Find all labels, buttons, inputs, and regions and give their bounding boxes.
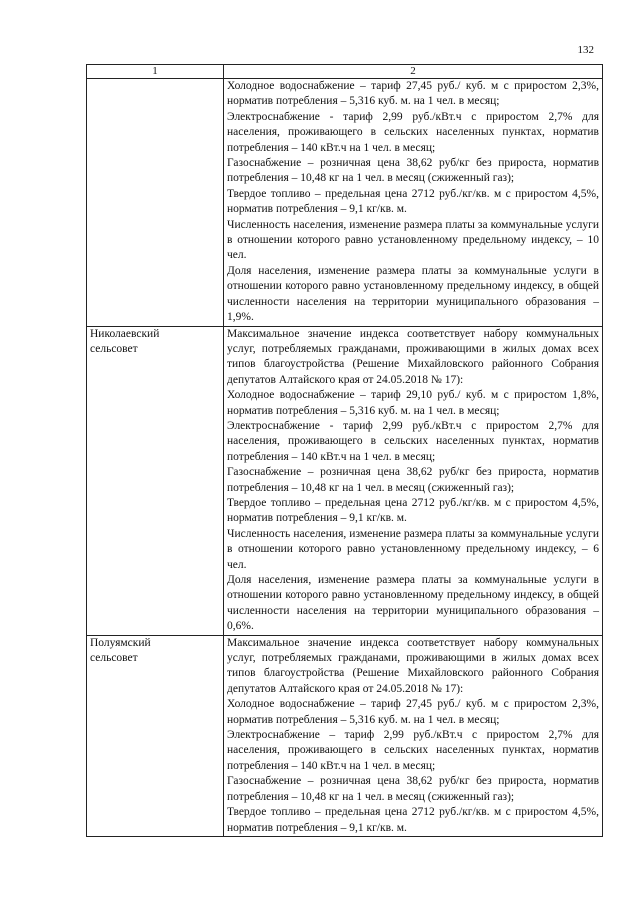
municipality-cell (87, 79, 224, 327)
paragraph: Газоснабжение – розничная цена 38,62 руб/кг без прироста, норматив потребления – 10,48 кг на 1 чел. в месяц (сжиженный газ); (227, 775, 599, 803)
paragraph: Газоснабжение – розничная цена 38,62 руб/кг без прироста, норматив потребления – 10,48 кг на 1 чел. в месяц (сжиженный газ); (227, 157, 599, 185)
municipality-cell (87, 635, 224, 836)
paragraph: Твердое топливо – предельная цена 2712 руб./кг/кв. м с приростом 4,5%, норматив потребления – 9,1 кг/кв. м. (227, 806, 599, 834)
municipality-type: сельсовет (90, 342, 138, 355)
paragraph: Твердое топливо – предельная цена 2712 руб./кг/кв. м с приростом 4,5%, норматив потребления – 9,1 кг/кв. м. (227, 496, 599, 525)
paragraph: Электроснабжение – тариф 2,99 руб./кВт.ч с приростом 2,7% для населения, проживающего в сельских населенных пунктах, норматив потребления – 140 кВт.ч на 1 чел. в месяц; (227, 729, 599, 772)
paragraph: Доля населения, изменение размера платы за коммунальные услуги в отношении которого равно установленному предельному индексу, в общей численности населения на территории муниципального образования – 0,6%. (227, 574, 599, 633)
table-row (87, 635, 603, 836)
municipality-type: сельсовет (90, 652, 138, 665)
paragraph: Газоснабжение – розничная цена 38,62 руб/кг без прироста, норматив потребления – 10,48 кг на 1 чел. в месяц (сжиженный газ); (227, 466, 599, 494)
tariff-description-cell (224, 79, 603, 327)
tariff-description-cell (224, 635, 603, 836)
table-header-row (87, 65, 603, 79)
municipality-name: Полуямский (90, 636, 151, 649)
paragraph: Максимальное значение индекса соответствует набору коммунальных услуг, потребляемых гражданами, проживающими в жилых домах всех типов благоустройства (Решение Михайловского районного Собрания депутатов Алтайского края от 24.05.2018 № 17): (227, 636, 599, 695)
page-number: 132 (577, 44, 594, 56)
paragraph: Численность населения, изменение размера платы за коммунальные услуги в отношении которого равно установленному предельному индексу, – 10 чел. (227, 218, 599, 262)
column-header-1: 1 (87, 65, 224, 79)
paragraph: Электроснабжение - тариф 2,99 руб./кВт.ч с приростом 2,7% для населения, проживающего в сельских населенных пунктах, норматив потребления – 140 кВт.ч на 1 чел. в месяц; (227, 419, 599, 463)
municipality-name: Николаевский (90, 327, 160, 340)
table-row (87, 79, 603, 327)
municipality-cell (87, 326, 224, 635)
paragraph: Электроснабжение - тариф 2,99 руб./кВт.ч с приростом 2,7% для населения, проживающего в сельских населенных пунктах, норматив потребления – 140 кВт.ч на 1 чел. в месяц; (227, 110, 599, 154)
tariff-description-cell (224, 326, 603, 635)
paragraph: Максимальное значение индекса соответствует набору коммунальных услуг, потребляемых гражданами, проживающими в жилых домах всех типов благоустройства (Решение Михайловского районного Собрания депутатов Алтайского края от 24.05.2018 № 17): (227, 327, 599, 386)
column-header-2: 2 (224, 65, 603, 79)
paragraph: Твердое топливо – предельная цена 2712 руб./кг/кв. м с приростом 4,5%, норматив потребления – 9,1 кг/кв. м. (227, 187, 599, 216)
paragraph: Холодное водоснабжение – тариф 27,45 руб./ куб. м с приростом 2,3%, норматив потребления – 5,316 куб. м. на 1 чел. в месяц; (227, 698, 599, 726)
paragraph: Холодное водоснабжение – тариф 27,45 руб./ куб. м с приростом 2,3%, норматив потребления – 5,316 куб. м. на 1 чел. в месяц; (227, 80, 599, 108)
paragraph: Холодное водоснабжение – тариф 29,10 руб./ куб. м с приростом 1,8%, норматив потребления – 5,316 куб. м. на 1 чел. в месяц; (227, 389, 599, 417)
tariff-table (86, 64, 603, 837)
paragraph: Численность населения, изменение размера платы за коммунальные услуги в отношении которого равно установленному предельному индексу, – 6 чел. (227, 527, 599, 571)
paragraph: Доля населения, изменение размера платы за коммунальные услуги в отношении которого равно установленному предельному индексу, в общей численности населения на территории муниципального образования – 1,9%. (227, 264, 599, 324)
table-row (87, 326, 603, 635)
